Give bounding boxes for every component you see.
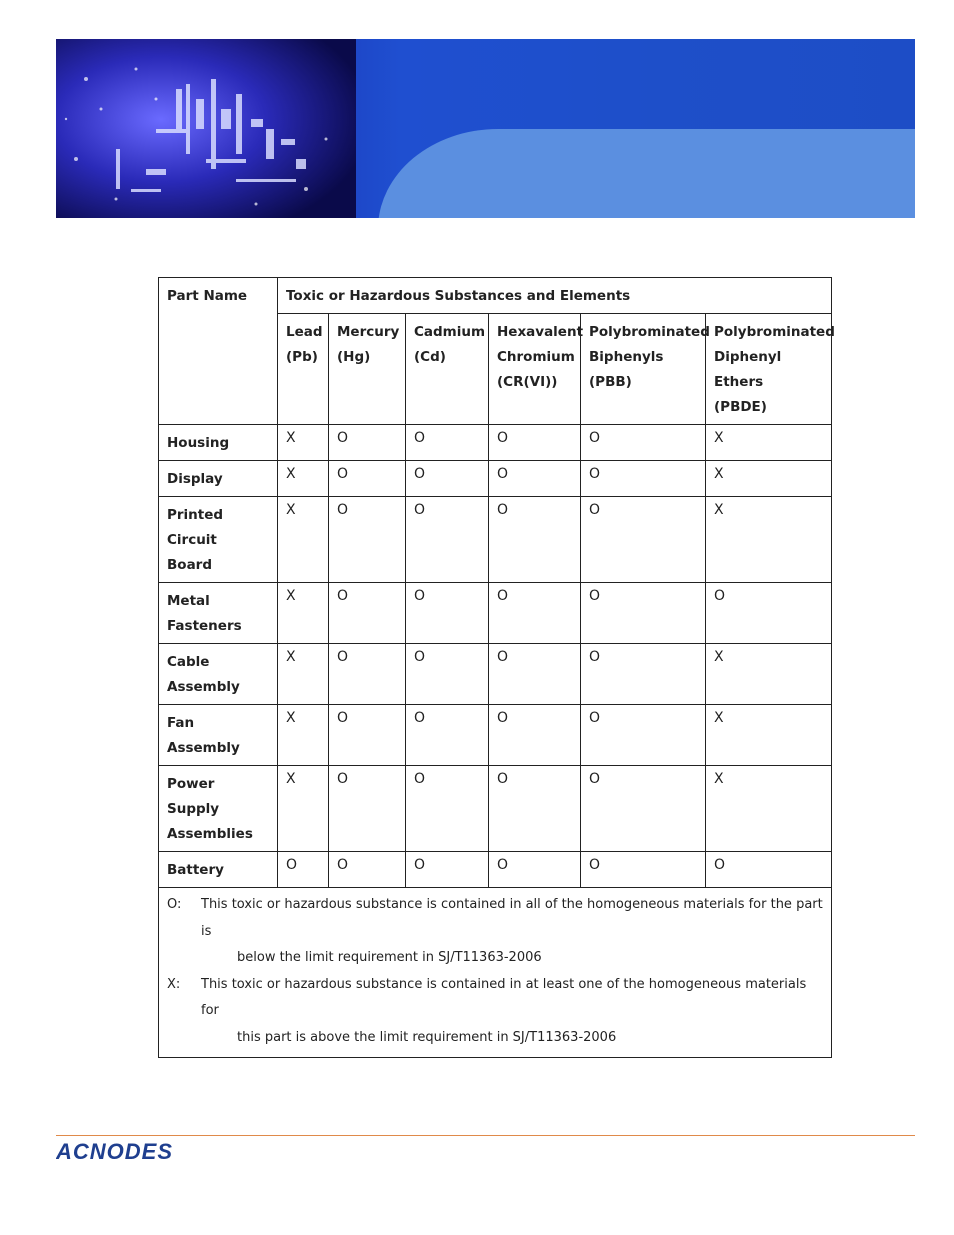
note-text: This toxic or hazardous substance is contained in at least one of the homogeneous materials for [201,976,807,1018]
acnodes-logo [56,1138,216,1164]
mark-cell: O [581,852,706,888]
mark-cell: X [278,766,329,852]
mark-cell: O [406,644,489,705]
table-row [159,705,832,766]
substance-header: Mercury (Hg) [329,314,406,425]
part-name-cell: Housing [159,425,278,461]
note-key: X: [167,976,181,992]
note-o [167,892,823,945]
legend-notes [159,888,832,1058]
part-name-cell: Printed Circuit Board [159,497,278,583]
mark-cell: X [706,644,832,705]
mark-cell: X [278,461,329,497]
mark-cell: O [406,461,489,497]
part-name-cell: Fan Assembly [159,705,278,766]
mark-cell: O [406,583,489,644]
mark-cell: O [278,852,329,888]
group-heading: Toxic or Hazardous Substances and Elements [278,278,832,314]
substance-header: Polybrominated Biphenyls (PBB) [581,314,706,425]
note-text: This toxic or hazardous substance is contained in all of the homogeneous materials for the part is [201,897,823,939]
mark-cell: O [329,644,406,705]
table-row [159,497,832,583]
table-row [159,461,832,497]
mark-cell: O [406,852,489,888]
mark-cell: X [278,583,329,644]
mark-cell: O [329,583,406,644]
part-name-cell: Metal Fasteners [159,583,278,644]
table-row [159,425,832,461]
mark-cell: O [406,705,489,766]
svg-text:ACNODES: ACNODES [56,1139,174,1164]
mark-cell: O [581,461,706,497]
mark-cell: O [581,583,706,644]
mark-cell: O [329,852,406,888]
note-text-continued: this part is above the limit requirement in SJ/T11363-2006 [237,1029,617,1045]
mark-cell: O [706,852,832,888]
mark-cell: O [581,497,706,583]
part-name-header: Part Name [159,278,278,425]
mark-cell: O [489,852,581,888]
mark-cell: X [706,705,832,766]
mark-cell: O [706,583,832,644]
substance-header: Lead (Pb) [278,314,329,425]
mark-cell: O [329,705,406,766]
mark-cell: O [489,705,581,766]
substance-header: Cadmium (Cd) [406,314,489,425]
mark-cell: O [406,425,489,461]
notes-row [159,888,832,1058]
mark-cell: O [581,766,706,852]
mark-cell: X [706,461,832,497]
table-row [159,766,832,852]
mark-cell: O [406,766,489,852]
mark-cell: O [581,425,706,461]
mark-cell: O [489,461,581,497]
mark-cell: O [329,766,406,852]
mark-cell: O [581,644,706,705]
table-row [159,583,832,644]
part-name-cell: Display [159,461,278,497]
mark-cell: O [406,497,489,583]
hazardous-substances-table [158,277,835,1058]
table-row [159,644,832,705]
mark-cell: O [489,497,581,583]
part-name-cell: Battery [159,852,278,888]
mark-cell: X [706,766,832,852]
substance-header: Polybrominated Diphenyl Ethers (PBDE) [706,314,832,425]
footer-rule [56,1135,915,1136]
substance-header: Hexavalent Chromium (CR(VI)) [489,314,581,425]
note-x [167,972,823,1025]
mark-cell: O [489,425,581,461]
mark-cell: X [278,644,329,705]
mark-cell: X [706,497,832,583]
mark-cell: O [489,644,581,705]
mark-cell: X [278,497,329,583]
mark-cell: O [581,705,706,766]
note-text-continued: below the limit requirement in SJ/T11363-2006 [237,950,542,965]
note-key: O: [167,897,182,912]
table-header-row [159,278,832,314]
banner-curve [378,129,915,218]
part-name-cell: Power Supply Assemblies [159,766,278,852]
mark-cell: X [278,705,329,766]
header-banner [56,39,915,218]
table-row [159,852,832,888]
mark-cell: O [329,497,406,583]
mark-cell: O [329,425,406,461]
mark-cell: X [278,425,329,461]
mark-cell: O [489,766,581,852]
part-name-cell: Cable Assembly [159,644,278,705]
mark-cell: O [489,583,581,644]
circuit-board-image [56,39,356,218]
mark-cell: X [706,425,832,461]
mark-cell: O [329,461,406,497]
